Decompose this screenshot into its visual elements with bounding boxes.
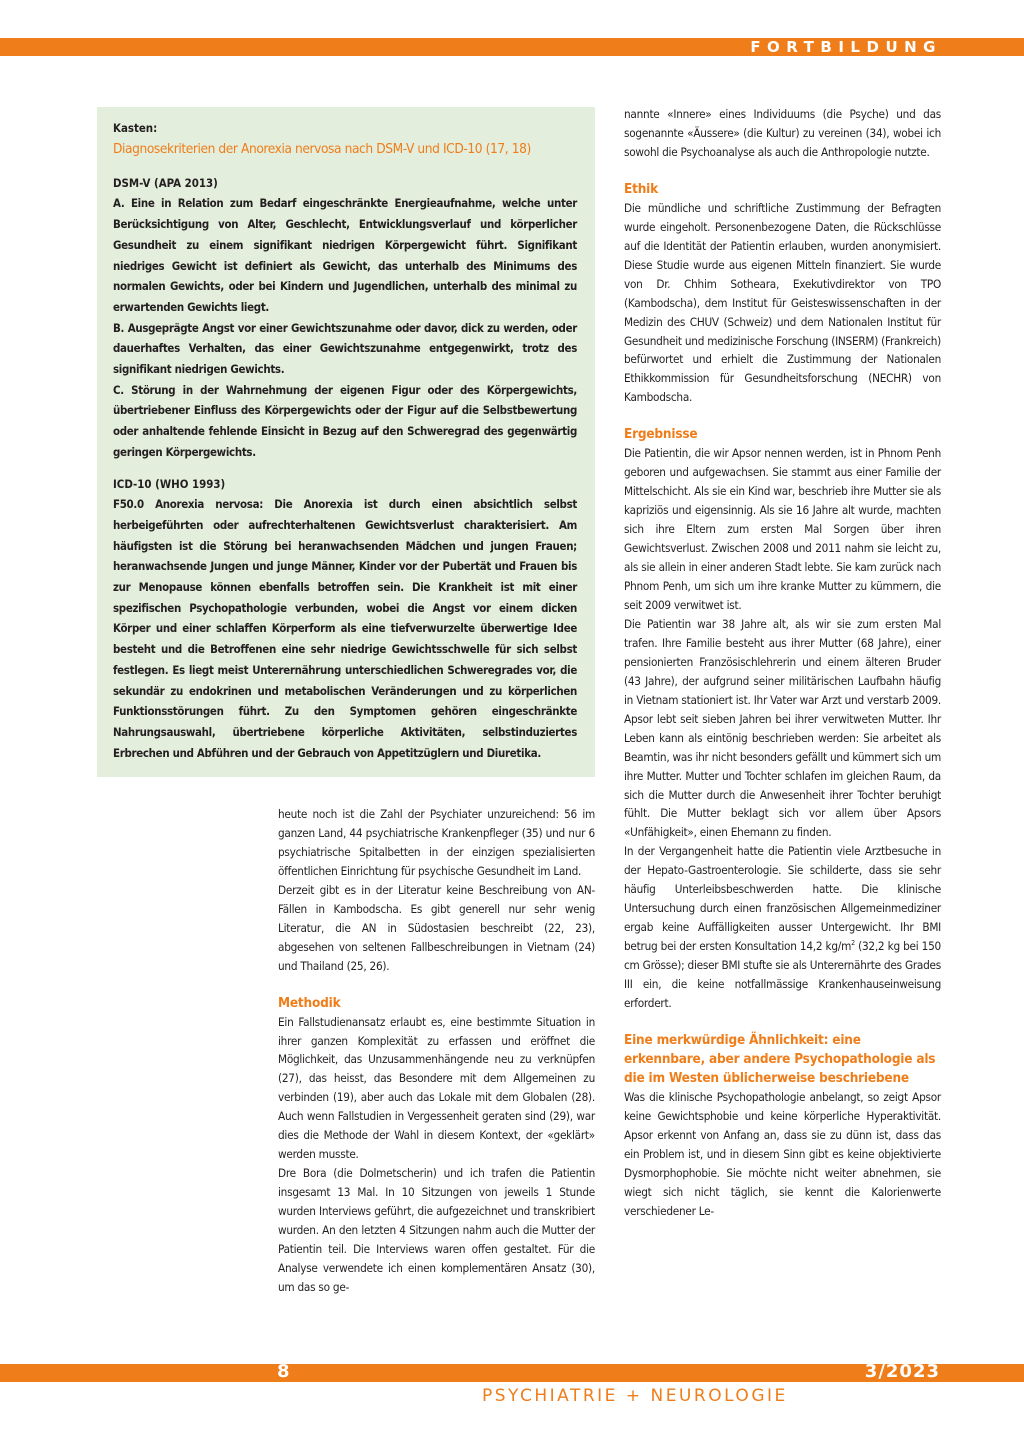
icd-criterion (113, 494, 577, 763)
body-paragraph: Was die klinische Psychopathologie anbelangt, so zeigt Apsor keine Gewichtsphobie und keine körperliche Hyperaktivität. Apsor erkennt von Anfang an, dass sie zu dünn ist, dass das ein Problem ist, und in diesem Sinn gibt es keine objektivierte Dysmorphophobie. Sie möchte nicht weiter abnehmen, sie wiegt sich nicht täglich, sie kennt die Kalorienwerte verschiedener Le- (624, 1089, 941, 1218)
box-label: Kasten: (113, 121, 158, 135)
body-paragraph (624, 842, 941, 1013)
body-paragraph: Ein Fallstudienansatz erlaubt es, eine bestimmte Situation in ihrer ganzen Komplexität zu erfassen und eröffnet die Möglichkeit, das Unzusammenhängende neu zu verknüpfen (27), das heisst, das Besondere mit dem Allgemeinen zu verbinden (19), aber auch das Lokale mit dem Globalen (28). Auch wenn Fallstudien in Vergessenheit geraten sind (29), war dies die Methode der Wahl in diesem Kontext, der «geklärt» werden musste. (278, 1014, 595, 1162)
info-box-content (113, 117, 577, 763)
criterion-key: C. (113, 382, 124, 397)
dsm-criterion-c (113, 380, 577, 463)
body-paragraph: Die Patientin, die wir Apsor nennen werden, ist in Phnom Penh geboren und aufgewachsen. Sie stammt aus einer Familie der Mittelschicht. Als sie ein Kind war, beschrieb ihre Mutter sie als kapriziös und eigensinnig. Als sie 16 Jahre alt wurde, machten sich ihre Eltern zum ersten Mal Sorgen über ihren Gewichtsverlust. Zwischen 2008 und 2011 nahm sie leicht zu, als sie allein in einer anderen Stadt lebte. Sie kam zurück nach Phnom Penh, um sich um ihre kranke Mutter zu kümmern, die seit 2009 verwitwet ist. (624, 446, 941, 612)
heading-methodik: Methodik (278, 994, 341, 1011)
icd-heading: ICD-10 (WHO 1993) (113, 476, 226, 491)
page-number: 8 (277, 1361, 290, 1382)
right-column (624, 105, 941, 1221)
body-paragraph: heute noch ist die Zahl der Psychiater unzureichend: 56 im ganzen Land, 44 psychiatrische Krankenpfleger (35) und nur 6 psychiatrische Spitalbetten in der einzigen spezialisierten öffentlichen Einrichtung für psychische Gesundheit im Land. (278, 807, 595, 878)
criterion-text: Störung in der Wahrnehmung der eigenen Figur oder des Körpergewichts, übertriebener Einfluss des Körpergewichts oder der Figur auf die Selbstbewertung oder anhaltende fehlende Einsicht in Bezug auf den Schweregrad des gegenwärtig geringen Körpergewichts. (113, 382, 577, 459)
text-segment: In der Vergangenheit hatte die Patientin viele Arztbesuche in der Hepato-Gastroenterologie. Sie schilderte, dass sie sehr häufig Unterleibsbeschwerden hatte. Die klinische Untersuchung durch einen französischen Allgemeinmediziner ergab keine Auffälligkeiten ausser Untergewicht. Ihr BMI betrug bei der ersten Konsultation 14,2 kg/m (624, 844, 941, 954)
heading-ergebnisse: Ergebnisse (624, 426, 698, 443)
criterion-text: Die Anorexia ist durch einen absichtlich selbst herbeigeführten oder aufrechterhaltenen Gewichtsverlust charakterisiert. Am häufigsten ist die Störung bei heranwachsenden Mädchen und jungen Frauen; heranwachsende Jungen und junge Männer, Kinder vor der Pubertät und Frauen bis zur Menopause können ebenfalls betroffen sein. Die Krankheit ist mit einer spezifischen Psychopathologie verbunden, wobei die Angst vor einem dicken Körper und einer schlaffen Körperform als eine tiefverwurzelte überwertige Idee besteht und die Betroffenen eine sehr niedrige Gewichtsschwelle für sich selbst festlegen. Es liegt meist Unterernährung unterschiedlichen Schweregrades vor, die sekundär zu endokrinen und metabolischen Veränderungen und zu körperlichen Funktionsstörungen führt. Zu den Symptomen gehören eingeschränkte Nahrungsauswahl, übertriebene körperliche Aktivitäten, selbstinduziertes Erbrechen und Abführen und der Gebrauch von Appetitzüglern und Diuretika. (113, 497, 577, 760)
journal-title: PSYCHIATRIE + NEUROLOGIE (482, 1386, 788, 1406)
left-column (278, 805, 595, 1297)
text-segment: (32,2 kg bei 150 cm Grösse); dieser BMI stufte sie als Unterernährte des Grades III ein, die keine notfallmässige Krankenhauseinweisung erfordert. (624, 939, 941, 1010)
criterion-text: Ausgeprägte Angst vor einer Gewichtszunahme oder davor, dick zu werden, oder dauerhaftes Verhalten, das einer Gewichtszunahme entgegenwirkt, trotz des signifikant niedrigen Gewichts. (113, 320, 577, 377)
info-box (97, 107, 595, 777)
dsm-criterion-b (113, 318, 577, 380)
heading-ethik: Ethik (624, 180, 658, 197)
body-paragraph: Derzeit gibt es in der Literatur keine Beschreibung von AN-Fällen in Kambodscha. Es gibt generell nur sehr wenig Literatur, die AN in Südostasien beschreibt (22, 23), abgesehen von seltenen Fallbeschreibungen in Vietnam (24) und Thailand (25, 26). (278, 882, 595, 973)
heading-aehnlichkeit: Eine merkwürdige Ähnlichkeit: eine erkennbare, aber andere Psychopathologie als die im Westen üblicherweise beschriebene (624, 1031, 936, 1086)
superscript: 2 (851, 939, 855, 948)
body-paragraph: Die Patientin war 38 Jahre alt, als wir sie zum ersten Mal trafen. Ihre Familie besteht aus ihrer Mutter (68 Jahre), einer pensionierten Französischlehrerin und einem älteren Bruder (43 Jahre), der aufgrund seiner militärischen Laufbahn häufig in Vietnam stationiert ist. Ihr Vater war Arzt und verstarb 2009. Apsor lebt seit sieben Jahren bei ihrer verwitweten Mutter. Ihr Leben kann als eintönig beschrieben werden: Sie arbeitet als Beamtin, was ihr nicht besonders gefällt und kümmert sich um ihre Mutter. Mutter und Tochter schlafen im gleichen Raum, da sich die Mutter durch die Anwesenheit ihrer Tochter beruhigt fühlt. Die Mutter beklagt sich vor allem über Apsors «Unfähigkeit», einen Ehemann zu finden. (624, 616, 941, 840)
body-paragraph: Die mündliche und schriftliche Zustimmung der Befragten wurde eingeholt. Personenbezogene Daten, die Rückschlüsse auf die Identität der Patientin erlauben, wurden anonymisiert. Diese Studie wurde aus eigenen Mitteln finanziert. Sie wurde von Dr. Chhim Sotheara, Exekutivdirektor von TPO (Kambodscha), dem Institut für Geisteswissenschaften in der Medizin des CHUV (Schweiz) und dem Nationalen Institut für Gesundheit und medizinische Forschung (INSERM) (Frankreich) befürwortet und erhielt die Zustimmung der Nationalen Ethikkommission für Gesundheitsforschung (NECHR) von Kambodscha. (624, 200, 941, 405)
dsm-heading: DSM-V (APA 2013) (113, 175, 218, 190)
criterion-key: A. (113, 196, 125, 211)
criterion-text: Eine in Relation zum Bedarf eingeschränkte Energieaufnahme, welche unter Berücksichtigung von Alter, Geschlecht, Entwicklungsverlauf und körperlicher Gesundheit zu einem signifikant niedrigen Körpergewicht führt. Signifikant niedriges Gewicht ist definiert als Gewicht, das unterhalb des Minimums des normalen Gewichts, oder bei Kindern und Jugendlichen, unterhalb des minimal zu erwartenden Gewichts liegt. (113, 196, 577, 314)
dsm-criterion-a (113, 193, 577, 317)
criterion-key: F50.0 Anorexia nervosa: (113, 497, 264, 512)
header-bar (0, 38, 1024, 56)
section-label: FORTBILDUNG (750, 38, 942, 56)
body-paragraph: Dre Bora (die Dolmetscherin) und ich trafen die Patientin insgesamt 13 Mal. In 10 Sitzungen von jeweils 1 Stunde wurden Interviews geführt, die aufgezeichnet und transkribiert wurden. An den letzten 4 Sitzungen nahm auch die Mutter der Patientin teil. Die Interviews waren offen gestaltet. Für die Analyse verwendete ich einen komplementären Ansatz (30), um das so ge- (278, 1166, 595, 1294)
footer-bar (0, 1361, 1024, 1382)
criterion-key: B. (113, 320, 125, 335)
body-paragraph: nannte «Innere» eines Individuums (die Psyche) und das sogenannte «Äussere» (die Kultur) zu vereinen (34), wobei ich sowohl die Psychoanalyse als auch die Anthropologie nutzte. (624, 107, 941, 159)
issue-number: 3/2023 (864, 1361, 940, 1382)
box-title: Diagnosekriterien der Anorexia nervosa nach DSM-V und ICD-10 (17, 18) (113, 140, 531, 157)
